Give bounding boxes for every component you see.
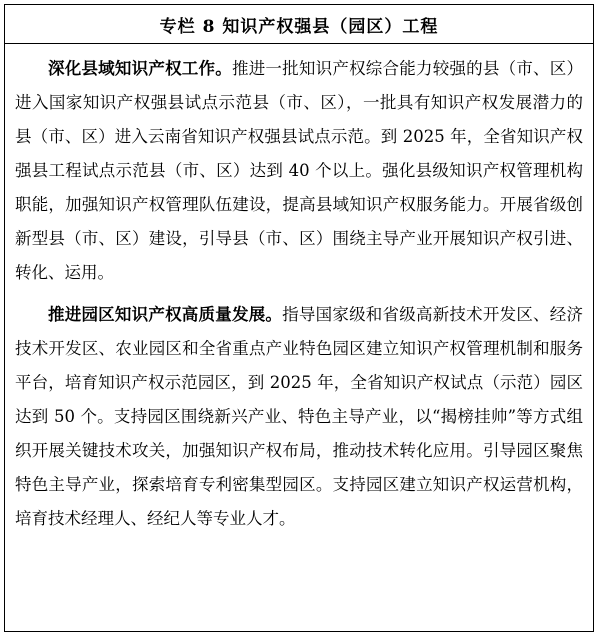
- paragraph-county-body: 推进一批知识产权综合能力较强的县（市、区）进入国家知识产权强县试点示范县（市、区），一批具有知识产权发展潜力的县（市、区）进入云南省知识产权强县试点示范。到 2025 年，全省知识产权强县工程试点示范县（市、区）达到 40 个以上。强化县级知识产权管理机构职能，加强知识产权管理队伍建设，提高县域知识产权服务能力。开展省级创新型县（市、区）建设，引导县（市、区）围绕主导产业开展知识产权引进、转化、运用。: [15, 59, 584, 282]
- column-content: [5, 44, 593, 536]
- column-title-text: 专栏 8 知识产权强县（园区）工程: [159, 16, 439, 37]
- paragraph-park: [15, 298, 583, 536]
- column-title: [5, 5, 593, 44]
- paragraph-county: [15, 52, 583, 290]
- column-box: [4, 4, 594, 632]
- paragraph-park-lead: 推进园区知识产权高质量发展。: [48, 305, 283, 324]
- paragraph-county-lead: 深化县域知识产权工作。: [48, 59, 232, 78]
- paragraph-park-body: 指导国家级和省级高新技术开发区、经济技术开发区、农业园区和全省重点产业特色园区建立知识产权管理机制和服务平台，培育知识产权示范园区，到 2025 年，全省知识产权试点（示范）园区达到 50 个。支持园区围绕新兴产业、特色主导产业，以“揭榜挂帅”等方式组织开展关键技术攻关，加强知识产权布局，推动技术转化应用。引导园区聚焦特色主导产业，探索培育专利密集型园区。支持园区建立知识产权运营机构，培育技术经理人、经纪人等专业人才。: [15, 305, 584, 528]
